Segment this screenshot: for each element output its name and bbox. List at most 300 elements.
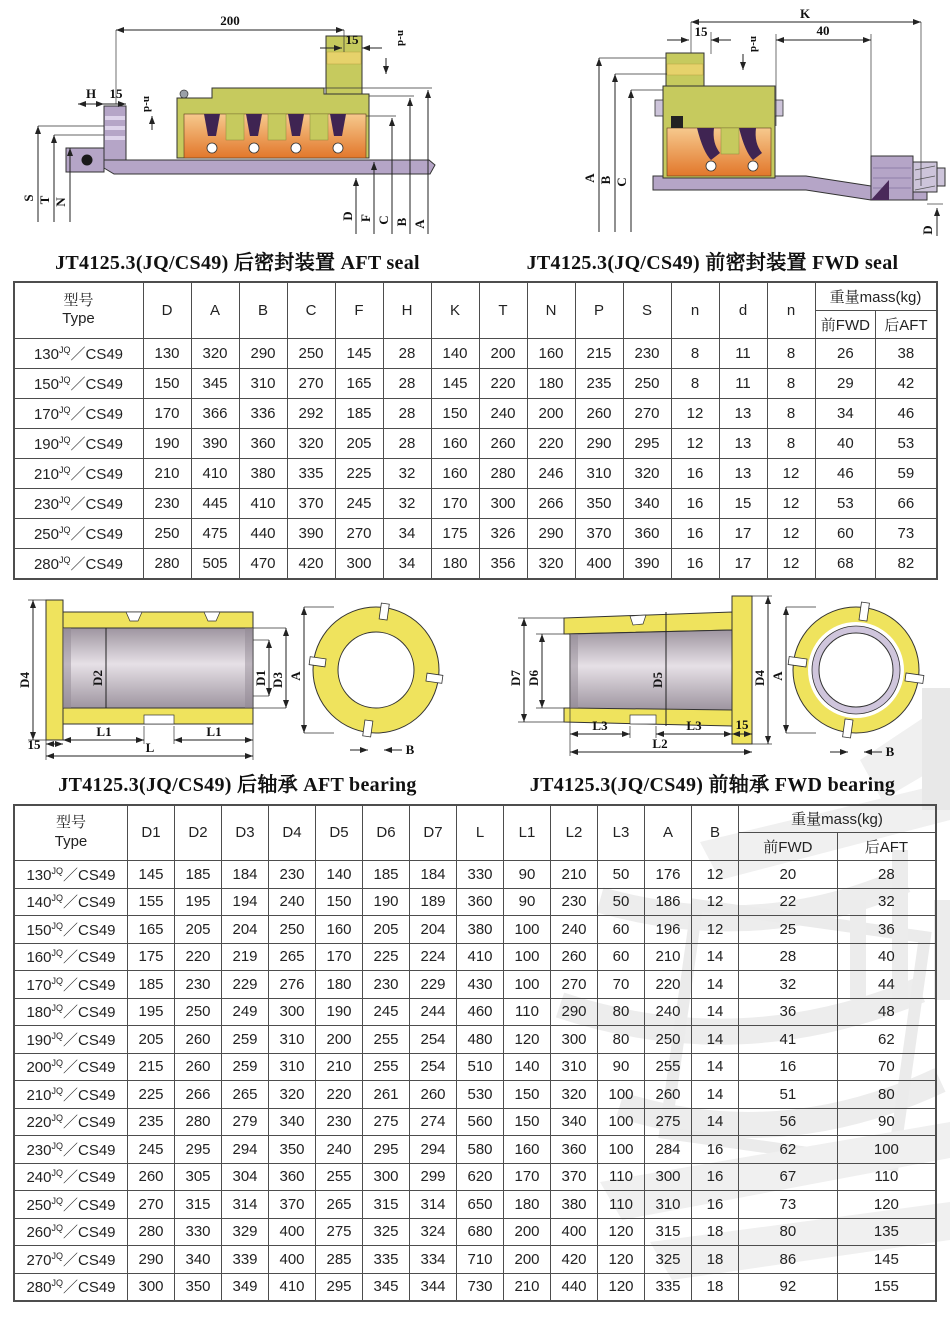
weight-header: 重量mass(kg) [815,282,937,310]
value-cell: 246 [527,458,575,488]
type-cell: $130^{JQ}/CS49$ [14,338,144,368]
value-cell: 276 [269,971,316,999]
value-cell: 330 [457,861,504,889]
mass-cell: 86 [739,1246,838,1274]
value-cell: 265 [269,943,316,971]
value-cell: 304 [222,1163,269,1191]
value-cell: 175 [431,518,479,548]
value-cell: 280 [175,1108,222,1136]
value-cell: 430 [457,971,504,999]
svg-text:15: 15 [109,86,123,101]
value-cell: 225 [128,1081,175,1109]
column-header: n [767,282,815,338]
value-cell: 210 [645,943,692,971]
column-header: D [143,282,191,338]
value-cell: 445 [191,488,239,518]
value-cell: 13 [719,428,767,458]
mass-cell: 73 [876,518,937,548]
value-cell: 295 [316,1273,363,1301]
value-cell: 14 [692,1053,739,1081]
svg-text:n-d: n-d [748,36,760,52]
mass-cell: 51 [739,1081,838,1109]
svg-text:D4: D4 [17,671,32,688]
type-cell: $250^{JQ}/CS49$ [14,1191,128,1219]
value-cell: 70 [598,971,645,999]
bearing-drawings-row [0,588,950,766]
svg-text:L3: L3 [592,717,608,733]
value-cell: 32 [383,458,431,488]
value-cell: 275 [645,1108,692,1136]
value-cell: 240 [551,916,598,944]
svg-text:A: A [770,670,785,681]
value-cell: 185 [175,861,222,889]
svg-text:S: S [21,194,36,202]
value-cell: 420 [551,1246,598,1274]
value-cell: 300 [269,998,316,1026]
value-cell: 12 [692,888,739,916]
mass-cell: 38 [876,338,937,368]
value-cell: 314 [222,1191,269,1219]
value-cell: 370 [269,1191,316,1219]
table-row [14,1053,936,1081]
type-cell: $280^{JQ}/CS49$ [14,548,144,579]
value-cell: 12 [671,428,719,458]
mass-cell: 29 [815,368,876,398]
value-cell: 100 [598,1108,645,1136]
column-header: d [719,282,767,338]
value-cell: 400 [269,1218,316,1246]
bearing-dimension-table [13,804,937,1303]
value-cell: 325 [363,1218,410,1246]
value-cell: 280 [143,548,191,579]
value-cell: 340 [551,1108,598,1136]
aft-bearing-side-view [46,600,253,740]
column-header: D6 [363,805,410,861]
value-cell: 190 [316,998,363,1026]
fwd-bearing-front-view [779,593,933,747]
value-cell: 440 [239,518,287,548]
value-cell: 370 [575,518,623,548]
value-cell: 176 [645,861,692,889]
value-cell: 255 [316,1163,363,1191]
value-cell: 360 [551,1136,598,1164]
value-cell: 150 [431,398,479,428]
value-cell: 300 [551,1026,598,1054]
value-cell: 270 [335,518,383,548]
value-cell: 275 [363,1108,410,1136]
value-cell: 290 [239,338,287,368]
value-cell: 110 [598,1191,645,1219]
svg-text:F: F [358,214,373,222]
value-cell: 220 [316,1081,363,1109]
mass-cell: 135 [837,1218,936,1246]
mass-cell: 41 [739,1026,838,1054]
mass-cell: 22 [739,888,838,916]
mass-cell: 68 [815,548,876,579]
value-cell: 17 [719,518,767,548]
value-cell: 285 [316,1246,363,1274]
value-cell: 340 [269,1108,316,1136]
value-cell: 310 [269,1026,316,1054]
table-row [14,1081,936,1109]
value-cell: 220 [645,971,692,999]
value-cell: 680 [457,1218,504,1246]
type-cell: $190^{JQ}/CS49$ [14,1026,128,1054]
value-cell: 390 [191,428,239,458]
svg-text:D7: D7 [508,669,523,686]
table-row [14,1246,936,1274]
value-cell: 205 [128,1026,175,1054]
value-cell: 150 [504,1108,551,1136]
value-cell: 230 [363,971,410,999]
type-cell: $190^{JQ}/CS49$ [14,428,144,458]
value-cell: 240 [269,888,316,916]
value-cell: 100 [504,971,551,999]
mass-cell: 53 [876,428,937,458]
value-cell: 460 [457,998,504,1026]
value-cell: 180 [504,1191,551,1219]
value-cell: 224 [410,943,457,971]
mass-cell: 46 [876,398,937,428]
value-cell: 170 [316,943,363,971]
svg-text:L: L [145,739,155,755]
mass-cell: 62 [837,1026,936,1054]
column-header: B [239,282,287,338]
value-cell: 18 [692,1218,739,1246]
svg-text:D4: D4 [752,669,767,686]
value-cell: 259 [222,1026,269,1054]
value-cell: 12 [767,548,815,579]
value-cell: 336 [239,398,287,428]
svg-text:A: A [582,173,597,183]
value-cell: 315 [645,1218,692,1246]
value-cell: 245 [128,1136,175,1164]
value-cell: 50 [598,861,645,889]
value-cell: 28 [383,428,431,458]
value-cell: 230 [269,861,316,889]
type-cell: $270^{JQ}/CS49$ [14,1246,128,1274]
value-cell: 80 [598,1026,645,1054]
svg-text:D5: D5 [650,671,665,688]
table-row [14,998,936,1026]
value-cell: 110 [504,998,551,1026]
value-cell: 100 [598,1136,645,1164]
value-cell: 165 [335,368,383,398]
value-cell: 80 [598,998,645,1026]
mass-cell: 48 [837,998,936,1026]
value-cell: 8 [671,338,719,368]
seal-aft-caption: JT4125.3(JQ/CS49) 后密封装置 AFT seal [55,251,420,274]
svg-text:K: K [799,8,811,21]
value-cell: 16 [671,488,719,518]
value-cell: 300 [128,1273,175,1301]
value-cell: 250 [269,916,316,944]
value-cell: 310 [645,1191,692,1219]
value-cell: 249 [222,998,269,1026]
mass-cell: 92 [739,1273,838,1301]
bearing-fwd-caption: JT4125.3(JQ/CS49) 前轴承 FWD bearing [529,774,896,796]
table-header [14,805,936,861]
value-cell: 340 [175,1246,222,1274]
value-cell: 200 [527,398,575,428]
value-cell: 410 [457,943,504,971]
column-header: D4 [269,805,316,861]
value-cell: 284 [645,1136,692,1164]
value-cell: 12 [671,398,719,428]
value-cell: 244 [410,998,457,1026]
value-cell: 370 [551,1163,598,1191]
value-cell: 530 [457,1081,504,1109]
mass-cell: 82 [876,548,937,579]
svg-text:B: B [405,741,415,757]
mass-cell: 32 [739,971,838,999]
value-cell: 235 [575,368,623,398]
value-cell: 280 [479,458,527,488]
svg-text:C: C [376,215,391,225]
type-header-zh: 型号 [55,814,86,831]
mass-cell: 73 [739,1191,838,1219]
value-cell: 230 [623,338,671,368]
table-row [14,488,937,518]
value-cell: 275 [316,1218,363,1246]
aft-bearing-front-view [300,594,451,745]
value-cell: 180 [431,548,479,579]
column-header: L2 [551,805,598,861]
table-row [14,548,937,579]
value-cell: 390 [623,548,671,579]
svg-text:n-d: n-d [395,30,407,46]
value-cell: 560 [457,1108,504,1136]
value-cell: 14 [692,1026,739,1054]
value-cell: 255 [363,1026,410,1054]
table-row [14,888,936,916]
value-cell: 194 [222,888,269,916]
value-cell: 28 [383,338,431,368]
value-cell: 300 [335,548,383,579]
value-cell: 160 [431,428,479,458]
column-header: D3 [222,805,269,861]
table-row [14,1163,936,1191]
value-cell: 270 [287,368,335,398]
value-cell: 140 [504,1053,551,1081]
svg-text:N: N [53,197,68,207]
value-cell: 90 [504,861,551,889]
value-cell: 204 [222,916,269,944]
value-cell: 366 [191,398,239,428]
value-cell: 470 [239,548,287,579]
value-cell: 334 [410,1246,457,1274]
value-cell: 215 [575,338,623,368]
table-row [14,398,937,428]
value-cell: 145 [128,861,175,889]
type-cell: $200^{JQ}/CS49$ [14,1053,128,1081]
value-cell: 210 [316,1053,363,1081]
value-cell: 200 [316,1026,363,1054]
value-cell: 295 [175,1136,222,1164]
type-column-header [14,805,128,861]
value-cell: 160 [431,458,479,488]
value-cell: 220 [527,428,575,458]
value-cell: 410 [239,488,287,518]
value-cell: 300 [479,488,527,518]
value-cell: 190 [363,888,410,916]
value-cell: 28 [383,398,431,428]
value-cell: 219 [222,943,269,971]
value-cell: 360 [269,1163,316,1191]
value-cell: 339 [222,1246,269,1274]
value-cell: 60 [598,916,645,944]
value-cell: 266 [527,488,575,518]
value-cell: 710 [457,1246,504,1274]
column-header: K [431,282,479,338]
value-cell: 120 [504,1026,551,1054]
value-cell: 210 [551,861,598,889]
svg-text:B: B [885,743,895,759]
type-header-en: Type [54,832,88,850]
value-cell: 254 [410,1026,457,1054]
value-cell: 196 [645,916,692,944]
mass-cell: 26 [815,338,876,368]
type-cell: $160^{JQ}/CS49$ [14,943,128,971]
mass-cell: 67 [739,1163,838,1191]
value-cell: 195 [128,998,175,1026]
type-cell: $150^{JQ}/CS49$ [14,916,128,944]
value-cell: 145 [335,338,383,368]
value-cell: 240 [479,398,527,428]
value-cell: 580 [457,1136,504,1164]
mass-cell: 60 [815,518,876,548]
type-cell: $240^{JQ}/CS49$ [14,1163,128,1191]
svg-text:B: B [598,175,613,185]
value-cell: 14 [692,998,739,1026]
value-cell: 320 [269,1081,316,1109]
value-cell: 400 [575,548,623,579]
table-row [14,428,937,458]
weight-sub-header: 后AFT [876,310,937,338]
column-header: n [671,282,719,338]
value-cell: 310 [575,458,623,488]
column-header: L3 [598,805,645,861]
mass-cell: 34 [815,398,876,428]
value-cell: 400 [269,1246,316,1274]
value-cell: 100 [504,916,551,944]
column-header: D2 [175,805,222,861]
mass-cell: 66 [876,488,937,518]
value-cell: 380 [457,916,504,944]
bearing-fwd-drawing [504,588,944,766]
value-cell: 326 [479,518,527,548]
svg-text:200: 200 [220,13,240,28]
type-cell: $170^{JQ}/CS49$ [14,398,144,428]
value-cell: 185 [363,861,410,889]
value-cell: 185 [128,971,175,999]
type-cell: $250^{JQ}/CS49$ [14,518,144,548]
value-cell: 315 [363,1191,410,1219]
value-cell: 14 [692,1108,739,1136]
value-cell: 480 [457,1026,504,1054]
value-cell: 260 [410,1081,457,1109]
table-row [14,861,936,889]
mass-cell: 36 [739,998,838,1026]
value-cell: 189 [410,888,457,916]
value-cell: 310 [551,1053,598,1081]
table-body [14,861,936,1302]
value-cell: 279 [222,1108,269,1136]
value-cell: 300 [645,1163,692,1191]
type-cell: $150^{JQ}/CS49$ [14,368,144,398]
value-cell: 120 [598,1246,645,1274]
value-cell: 254 [410,1053,457,1081]
value-cell: 13 [719,458,767,488]
value-cell: 349 [222,1273,269,1301]
svg-text:D6: D6 [526,669,541,686]
bearing-aft-drawing [16,588,481,766]
mass-cell: 145 [837,1246,936,1274]
value-cell: 186 [645,888,692,916]
value-cell: 32 [383,488,431,518]
value-cell: 17 [719,548,767,579]
svg-text:15: 15 [27,736,41,752]
value-cell: 8 [767,398,815,428]
mass-cell: 90 [837,1108,936,1136]
value-cell: 12 [692,861,739,889]
value-cell: 200 [479,338,527,368]
type-cell: $130^{JQ}/CS49$ [14,861,128,889]
value-cell: 350 [575,488,623,518]
value-cell: 155 [128,888,175,916]
column-header: A [645,805,692,861]
type-cell: $280^{JQ}/CS49$ [14,1273,128,1301]
value-cell: 205 [363,916,410,944]
value-cell: 390 [287,518,335,548]
value-cell: 356 [479,548,527,579]
aft-seal-chamber [184,114,366,158]
value-cell: 50 [598,888,645,916]
value-cell: 250 [175,998,222,1026]
value-cell: 260 [575,398,623,428]
value-cell: 290 [575,428,623,458]
value-cell: 340 [623,488,671,518]
value-cell: 160 [316,916,363,944]
table-row [14,1273,936,1301]
type-cell: $180^{JQ}/CS49$ [14,998,128,1026]
value-cell: 245 [363,998,410,1026]
value-cell: 120 [598,1273,645,1301]
svg-text:D2: D2 [90,669,105,686]
value-cell: 220 [479,368,527,398]
value-cell: 335 [363,1246,410,1274]
value-cell: 380 [551,1191,598,1219]
value-cell: 34 [383,518,431,548]
seal-aft-drawing [14,8,459,241]
value-cell: 205 [175,916,222,944]
table-row [14,1191,936,1219]
mass-cell: 40 [837,943,936,971]
mass-cell: 70 [837,1053,936,1081]
value-cell: 110 [598,1163,645,1191]
value-cell: 16 [692,1191,739,1219]
svg-text:D: D [340,211,355,221]
value-cell: 170 [431,488,479,518]
mass-cell: 59 [876,458,937,488]
value-cell: 8 [767,428,815,458]
value-cell: 290 [527,518,575,548]
column-header: C [287,282,335,338]
mass-cell: 110 [837,1163,936,1191]
value-cell: 12 [767,518,815,548]
value-cell: 100 [504,943,551,971]
value-cell: 90 [504,888,551,916]
